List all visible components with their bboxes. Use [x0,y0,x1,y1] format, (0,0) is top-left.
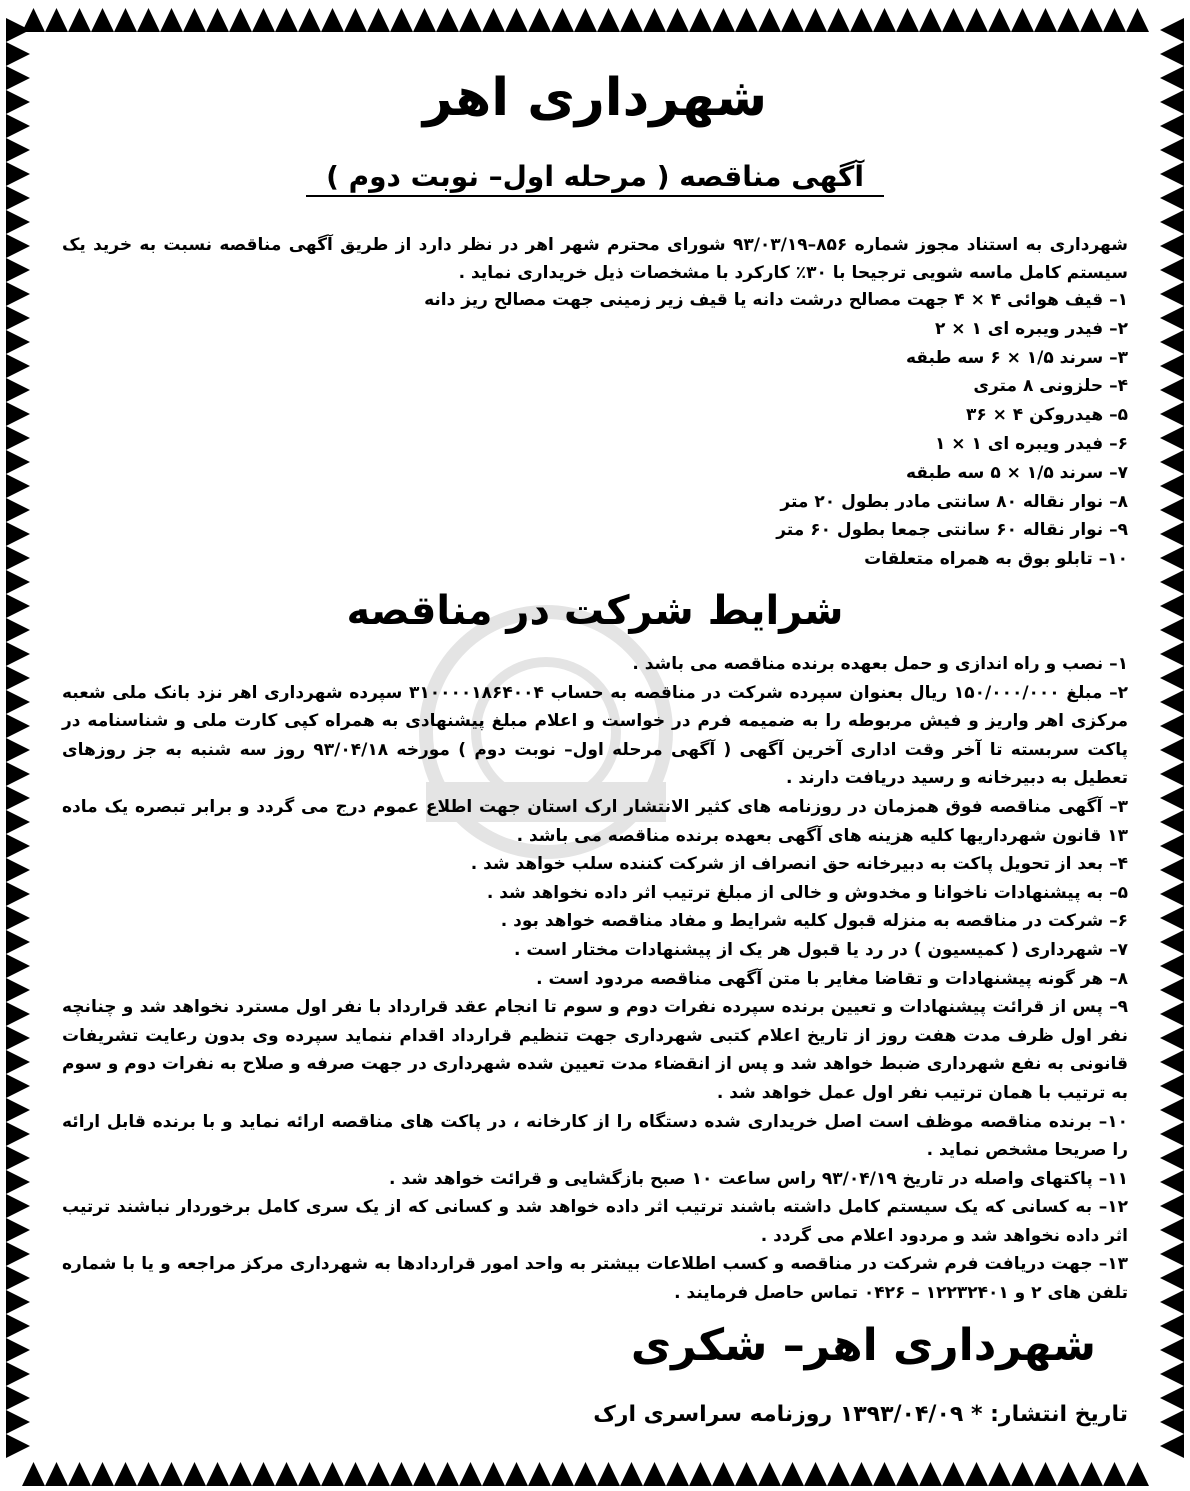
border-triangle [6,1266,30,1290]
border-triangle [6,474,30,498]
border-triangle [1160,882,1184,906]
border-triangle [942,1462,965,1486]
list-item: ۹– نوار نقاله ۶۰ سانتی جمعا بطول ۶۰ متر [776,520,1128,541]
border-triangle [1057,8,1080,32]
border-triangle [1034,1462,1057,1486]
border-triangle [1160,282,1184,306]
condition-item: ۹– پس از قرائت پیشنهادات و تعیین برنده سپرده نفرات دوم و سوم تا انجام عقد قرارداد با نفر اول مسترد نخواهد شد و چنانچه نفر اول ظرف مدت هفت روز از تاریخ اعلام کتبی شهرداری جهت تنظیم قرارداد اقدام ننماید سپرده وی بدون رعایت تشریفات قانونی به نفع شهرداری ضبط خواهد شد و پس از انقضاء مدت تعیین شده شهرداری در جهت صرفه و صلاح به نفرات دوم و سوم به ترتیب با همان ترتیب نفر اول عمل خواهد شد . [62,997,1128,1103]
border-triangle [597,1462,620,1486]
border-triangle [6,1026,30,1050]
border-triangle [1034,8,1057,32]
border-triangle [68,8,91,32]
border-triangle [1103,1462,1126,1486]
border-triangle [528,1462,551,1486]
border-triangle [6,1002,30,1026]
condition-item: ۸– هر گونه پیشنهادات و تقاضا مغایر با متن آگهی مناقصه مردود است . [536,968,1128,989]
border-triangle [229,8,252,32]
border-triangle [298,8,321,32]
border-triangle [1160,930,1184,954]
border-triangle [6,306,30,330]
border-triangle [6,42,30,66]
border-triangle [6,618,30,642]
border-triangle [1160,642,1184,666]
border-triangle [6,810,30,834]
border-triangle [1160,1242,1184,1266]
border-triangle [6,666,30,690]
border-triangle [6,1410,30,1434]
border-triangle [459,1462,482,1486]
border-triangle [919,8,942,32]
border-triangle [1103,8,1126,32]
border-triangle [6,762,30,786]
border-triangle [1160,714,1184,738]
border-triangle [6,186,30,210]
border-triangle [1160,1146,1184,1170]
list-item: ۲– فیدر ویبره ای ۱ × ۲ [934,318,1128,339]
border-triangle [689,8,712,32]
list-item: ۶– فیدر ویبره ای ۱ × ۱ [934,433,1128,454]
border-triangle [1160,1098,1184,1122]
border-triangle [6,1122,30,1146]
list-item: ۵– هیدروکن ۴ × ۳۶ [965,405,1128,426]
border-triangle [6,450,30,474]
border-triangle [6,234,30,258]
border-triangle [1160,522,1184,546]
border-triangle [1160,90,1184,114]
border-triangle [160,1462,183,1486]
border-triangle [6,522,30,546]
border-triangle [344,1462,367,1486]
border-triangle [896,1462,919,1486]
border-triangle [1160,786,1184,810]
border-triangle [804,8,827,32]
border-triangle [551,1462,574,1486]
border-triangle [413,1462,436,1486]
border-triangle [1160,402,1184,426]
border-triangle [896,8,919,32]
condition-item: ۲– مبلغ ۱۵۰/۰۰۰/۰۰۰ ریال بعنوان سپرده شرکت در مناقصه به حساب ۳۱۰۰۰۰۱۸۶۴۰۰۴ سپرده شهرداری اهر نزد بانک ملی شعبه مرکزی اهر واریز و فیش مربوطه را به ضمیمه فرم در خواست و اعلام مبلغ پیشنهادی به همراه کپی کارت ملی و شناسنامه در پاکت سربسته تا آخر وقت اداری آخرین آگهی ( آگهی مرحله اول– نوبت دوم ) مورخه ۹۳/۰۴/۱۸ روز سه شنبه به جز روزهای تعطیل به دبیرخانه و رسید دریافت دارند . [62,682,1128,789]
border-triangle [1160,498,1184,522]
border-triangle [482,8,505,32]
border-triangle [183,1462,206,1486]
border-triangle [252,8,275,32]
border-triangle [206,8,229,32]
border-triangle [1160,834,1184,858]
border-triangle [6,1338,30,1362]
border-triangle [1160,138,1184,162]
list-item: ۴– حلزونی ۸ متری [973,376,1128,397]
border-triangle [988,1462,1011,1486]
border-triangle [91,1462,114,1486]
border-triangle [1160,546,1184,570]
border-triangle [1160,1338,1184,1362]
border-triangle [6,642,30,666]
condition-item: ۱– نصب و راه اندازی و حمل بعهده برنده مناقصه می باشد . [632,654,1128,674]
border-triangle [6,498,30,522]
border-triangle [1160,810,1184,834]
border-triangle [1126,1462,1149,1486]
border-triangle [6,1098,30,1122]
border-triangle [643,1462,666,1486]
border-triangle [1126,8,1149,32]
border-triangle [689,1462,712,1486]
border-triangle [6,738,30,762]
border-triangle [597,8,620,32]
border-triangle [827,8,850,32]
border-triangle [137,1462,160,1486]
border-triangle [6,714,30,738]
border-triangle [6,594,30,618]
border-triangle [6,402,30,426]
border-triangle [988,8,1011,32]
border-triangle [229,1462,252,1486]
border-triangle [1160,1002,1184,1026]
border-triangle [643,8,666,32]
border-triangle [6,1050,30,1074]
border-triangle [1160,1050,1184,1074]
conditions-heading: شرایط شرکت در مناقصه [346,588,844,634]
condition-item: ۱۱– پاکتهای واصله در تاریخ ۹۳/۰۴/۱۹ راس ساعت ۱۰ صبح بازگشایی و قرائت خواهد شد . [389,1168,1128,1189]
border-triangle [804,1462,827,1486]
border-triangle [6,426,30,450]
condition-item: ۶– شرکت در مناقصه به منزله قبول کلیه شرایط و مفاد مناقصه خواهد بود . [500,911,1128,932]
border-triangle [781,8,804,32]
equipment-list [424,286,1128,574]
border-triangle [6,18,30,42]
border-triangle [436,1462,459,1486]
border-triangle [6,858,30,882]
publication-date: تاریخ انتشار: * ۱۳۹۳/۰۴/۰۹ روزنامه سراسری ارک [593,1402,1128,1427]
border-triangle [850,1462,873,1486]
border-triangle [1160,66,1184,90]
border-triangle [942,8,965,32]
border-triangle [1160,1074,1184,1098]
border-triangle [482,1462,505,1486]
border-triangle [6,786,30,810]
border-triangle [1160,114,1184,138]
border-triangle [735,8,758,32]
border-triangle [45,8,68,32]
border-triangle [1160,1218,1184,1242]
border-triangle [1160,594,1184,618]
border-triangle [1057,1462,1080,1486]
border-triangle [6,90,30,114]
border-triangle [6,546,30,570]
border-triangle [551,8,574,32]
condition-item: ۷– شهرداری ( کمیسیون ) در رد یا قبول هر یک از پیشنهادات مختار است . [514,939,1128,960]
border-triangle [781,1462,804,1486]
border-triangle [1160,1314,1184,1338]
border-triangle [6,210,30,234]
border-triangle [413,8,436,32]
border-triangle [183,8,206,32]
border-triangle [712,8,735,32]
border-triangle [735,1462,758,1486]
border-triangle [1160,570,1184,594]
border-triangle [1160,330,1184,354]
border-triangle [367,1462,390,1486]
border-triangle [6,1170,30,1194]
border-triangle [873,8,896,32]
border-triangle [1160,858,1184,882]
border-triangle [137,8,160,32]
condition-item: ۱۳– جهت دریافت فرم شرکت در مناقصه و کسب اطلاعات بیشتر به واحد امور قراردادها به شهرداری مرکز مراجعه و یا با شماره تلفن های ۲ و ۱۲۲۳۲۴۰۱ – ۰۴۲۶ تماس حاصل فرمایند . [62,1254,1128,1304]
border-triangle [6,1218,30,1242]
border-triangle [1160,1362,1184,1386]
border-triangle [1160,1266,1184,1290]
border-triangle [45,1462,68,1486]
border-triangle [1160,186,1184,210]
border-triangle [6,882,30,906]
border-triangle [1160,954,1184,978]
border-triangle [6,906,30,930]
border-triangle [6,834,30,858]
border-triangle [574,8,597,32]
border-triangle [390,8,413,32]
border-triangle [6,258,30,282]
border-triangle [965,8,988,32]
signature: شهرداری اهر– شکری [630,1320,1096,1371]
border-triangle [620,1462,643,1486]
border-triangle [275,8,298,32]
border-triangle [252,1462,275,1486]
border-top-triangles [22,6,1168,32]
border-triangle [6,354,30,378]
border-triangle [528,8,551,32]
border-triangle [275,1462,298,1486]
border-triangle [1160,978,1184,1002]
border-triangle [620,8,643,32]
border-triangle [298,1462,321,1486]
border-triangle [1080,1462,1103,1486]
border-triangle [919,1462,942,1486]
border-triangle [1160,1434,1184,1458]
border-triangle [6,1314,30,1338]
border-triangle [1160,426,1184,450]
condition-item: ۱۲– به کسانی که یک سیستم کامل داشته باشند ترتیب اثر داده خواهد شد و کسانی که از یک سری کامل برخوردار نباشند ترتیب اثر داده نخواهد شد و مردود اعلام می گردد . [62,1197,1128,1246]
border-triangle [344,8,367,32]
tender-notice [44,40,1146,1452]
page-title: شهرداری اهر [422,68,768,128]
border-triangle [505,1462,528,1486]
border-triangle [6,114,30,138]
border-triangle [6,282,30,306]
border-triangle [6,1074,30,1098]
list-item: ۱– قیف هوائی ۴ × ۴ جهت مصالح درشت دانه یا قیف زیر زمینی جهت مصالح ریز دانه [424,290,1128,310]
border-triangle [1160,1122,1184,1146]
border-triangle [1160,378,1184,402]
border-triangle [1160,1290,1184,1314]
page-subtitle: آگهی مناقصه ( مرحله اول– نوبت دوم ) [306,160,884,197]
list-item: ۸– نوار نقاله ۸۰ سانتی مادر بطول ۲۰ متر [780,491,1128,512]
border-triangle [1160,42,1184,66]
border-triangle [6,570,30,594]
border-triangle [758,8,781,32]
border-triangle [1160,1386,1184,1410]
border-triangle [459,8,482,32]
border-triangle [1160,354,1184,378]
list-item: ۱۰– تابلو بوق به همراه متعلقات [864,549,1128,570]
border-triangle [6,162,30,186]
border-triangle [6,1290,30,1314]
condition-item: ۴– بعد از تحویل پاکت به دبیرخانه حق انصراف از شرکت کننده سلب خواهد شد . [470,854,1128,875]
border-triangle [6,66,30,90]
border-bottom-triangles [22,1460,1168,1486]
border-triangle [6,1242,30,1266]
border-triangle [321,8,344,32]
border-triangle [6,1146,30,1170]
border-triangle [6,330,30,354]
border-triangle [758,1462,781,1486]
border-triangle [1160,18,1184,42]
list-item: ۷– سرند ۱/۵ × ۵ سه طبقه [905,462,1128,483]
border-triangle [1160,690,1184,714]
border-triangle [1160,306,1184,330]
border-triangle [850,8,873,32]
border-triangle [1160,618,1184,642]
border-triangle [6,138,30,162]
border-triangle [321,1462,344,1486]
border-triangle [390,1462,413,1486]
border-triangle [114,1462,137,1486]
intro-paragraph: شهرداری به استناد مجوز شماره ۸۵۶–۹۳/۰۳/۱۹ شورای محترم شهر اهر در نظر دارد از طریق آگهی مناقصه نسبت به خرید یک سیستم کامل ماسه شویی ترجیحا با ۳۰٪ کارکرد با مشخصات ذیل خریداری نماید . [62,235,1128,283]
border-triangle [666,8,689,32]
border-triangle [6,978,30,1002]
border-triangle [1160,906,1184,930]
condition-item: ۵– به پیشنهادات ناخوانا و مخدوش و خالی از مبلغ ترتیب اثر داده نخواهد شد . [486,882,1128,903]
border-triangle [1160,666,1184,690]
border-triangle [1160,738,1184,762]
border-triangle [6,1194,30,1218]
border-triangle [1160,1170,1184,1194]
border-triangle [873,1462,896,1486]
border-triangle [1080,8,1103,32]
border-triangle [1011,1462,1034,1486]
border-triangle [6,1362,30,1386]
border-triangle [6,378,30,402]
border-right-triangles [1158,18,1186,1473]
border-triangle [574,1462,597,1486]
border-triangle [206,1462,229,1486]
border-triangle [965,1462,988,1486]
border-triangle [827,1462,850,1486]
border-triangle [114,8,137,32]
border-triangle [160,8,183,32]
conditions-list [62,650,1128,1308]
border-triangle [68,1462,91,1486]
border-triangle [6,1434,30,1458]
border-triangle [1160,450,1184,474]
border-triangle [712,1462,735,1486]
border-left-triangles [4,18,32,1473]
border-triangle [1160,1194,1184,1218]
border-triangle [6,690,30,714]
border-triangle [1160,210,1184,234]
border-triangle [6,1386,30,1410]
border-triangle [1160,1410,1184,1434]
border-triangle [666,1462,689,1486]
border-triangle [367,8,390,32]
condition-item: ۱۰– برنده مناقصه موظف است اصل خریداری شده دستگاه را از کارخانه ، در پاکت های مناقصه ارائه نماید و با برنده قابل ارائه را صریحا مشخص نماید . [62,1111,1128,1161]
border-triangle [1160,162,1184,186]
border-triangle [1160,474,1184,498]
border-triangle [505,8,528,32]
border-triangle [91,8,114,32]
condition-item: ۳– آگهی مناقصه فوق همزمان در روزنامه های کثیر الانتشار ارک استان جهت اطلاع عموم درج می گردد و برابر تبصره یک ماده ۱۳ قانون شهرداریها کلیه هزینه های آگهی بعهده برنده مناقصه می باشد . [62,796,1128,846]
border-triangle [1011,8,1034,32]
border-triangle [6,954,30,978]
border-triangle [1160,258,1184,282]
border-triangle [1160,234,1184,258]
border-triangle [6,930,30,954]
border-triangle [1160,762,1184,786]
border-triangle [436,8,459,32]
border-triangle [1160,1026,1184,1050]
list-item: ۳– سرند ۱/۵ × ۶ سه طبقه [905,347,1128,368]
